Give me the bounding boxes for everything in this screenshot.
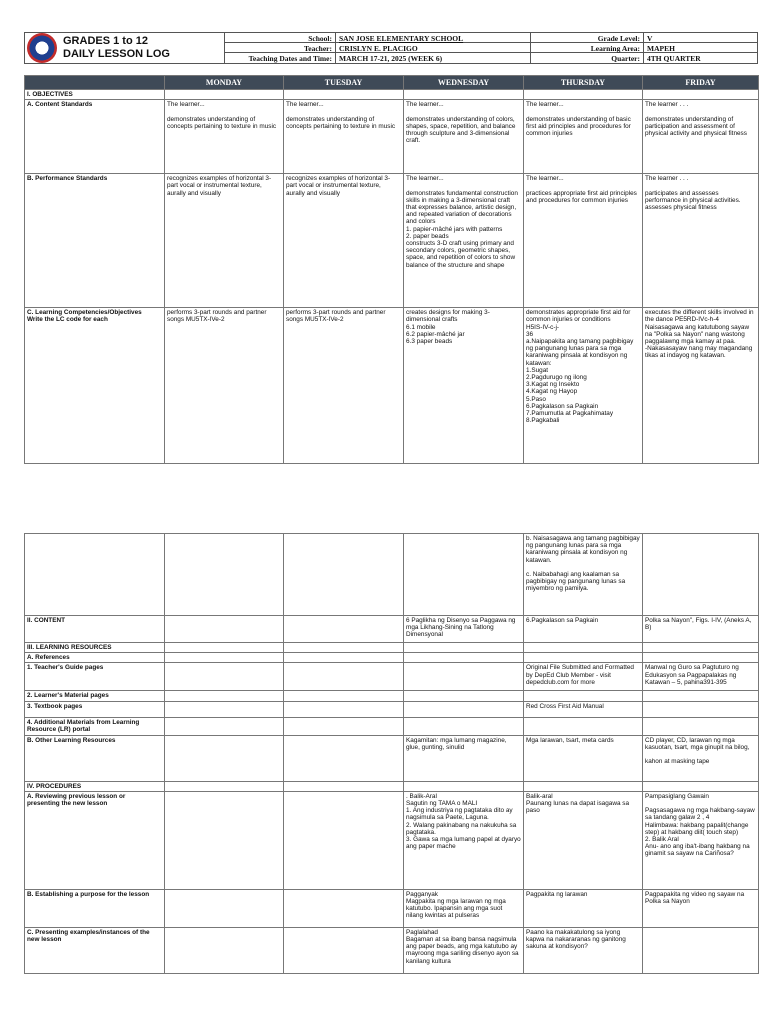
day-header-thursday: THURSDAY [524,76,643,90]
cell-thursday: b. Naisasagawa ang tamang pagbibigay ng pangunang lunas para sa mga karaniwang pinsala at kondisyon ng katawan. c. Naibabahagi ang kaalaman sa pagbibigay ng pangunang lunas sa miyembro ng pamilya. [524,534,643,616]
cell-thursday [524,653,643,663]
cell-friday [643,927,759,973]
cell-thursday: Original File Submitted and Formatted by DepEd Club Member - visit depedclub.com for more [524,663,643,691]
cell-tuesday [284,791,404,889]
grade-value: V [647,34,653,43]
day-header-row [25,76,759,90]
area-value: MAPEH [647,44,675,53]
row-label: C. Learning Competencies/Objectives Write the LC code for each [25,308,165,464]
cell-wednesday [404,90,524,100]
row-label: A. Reviewing previous lesson or presenting the new lesson [25,791,165,889]
row-1-teacher-s-guide-pages [25,663,759,691]
cell-thursday [524,90,643,100]
deped-seal-icon [27,33,57,63]
row-b-other-learning-resources [25,735,759,781]
cell-wednesday [404,691,524,701]
title-line-2: DAILY LESSON LOG [63,48,170,60]
cell-tuesday [284,701,404,717]
row-iv-procedures [25,781,759,791]
cell-thursday: Paano ka makakatulong sa iyong kapwa na nakararanas ng ganitong sakuna at kondisyon? [524,927,643,973]
cell-thursday [524,781,643,791]
row-iii-learning-resources [25,643,759,653]
cell-thursday: The learner... demonstrates understanding of basic first aid principles and procedures for common injuries [524,100,643,174]
header-brand [25,33,225,63]
row-c-presenting-examples-instances-of-the-n [25,927,759,973]
row-b-performance-standards [25,174,759,308]
row-a-references [25,653,759,663]
cell-tuesday [284,653,404,663]
cell-thursday: demonstrates appropriate first aid for common injuries or conditions H5IS-IV-c-j- 36 a.Naipapakita ang tamang pagbibigay ng pangunang lunas para sa mga karaniwang pinsala at kondisyon ng katawan: 1.Sugat 2.Pagdurugo ng ilong 3.Kagat ng Insekto 4.Kagat ng Hayop 5.Paso 6.Pagkalason sa Pagkain 7.Pamumutla at Pagkahimatay 8.Pagkabali [524,308,643,464]
school-label: School: [225,33,336,42]
cell-thursday: Pagpakita ng larawan [524,889,643,927]
cell-monday [165,663,284,691]
row-a-reviewing-previous-lesson-or-presentin [25,791,759,889]
row-label: III. LEARNING RESOURCES [25,643,165,653]
cell-wednesday [404,701,524,717]
cell-friday: The learner . . . demonstrates understanding of participation and assessment of physical activity and physical fitness [643,100,759,174]
cell-tuesday [284,717,404,735]
corner-header-cell [25,76,165,90]
cell-monday: performs 3-part rounds and partner songs MU5TX-IVe-2 [165,308,284,464]
header-info [225,33,757,63]
cell-wednesday: Kagamitan: mga lumang magazine, glue, gunting, sinulid [404,735,524,781]
quarter-label: Quarter: [531,53,644,63]
row-label: B. Performance Standards [25,174,165,308]
cell-tuesday [284,643,404,653]
row-label: II. CONTENT [25,616,165,643]
cell-friday: CD player, CD, larawan ng mga kasuotan, tsart, mga ginupit na bilog, kahon at masking tape [643,735,759,781]
row-i-objectives [25,90,759,100]
cell-friday [643,781,759,791]
lesson-table-page-1 [24,75,759,464]
row-ii-content [25,616,759,643]
teacher-value: CRISLYN E. PLACIGO [339,44,418,53]
cell-wednesday: Paglalahad Bagaman at sa ibang bansa nagsimula ang paper beads, ang mga katutubo ay mayroong mga sariling disenyo ayon sa kanilang kultura [404,927,524,973]
cell-wednesday: 6 Paglikha ng Disenyo sa Paggawa ng mga Likhang-Sining na Tatlong Dimensyonal [404,616,524,643]
cell-tuesday [284,927,404,973]
cell-monday [165,534,284,616]
row-label: A. Content Standards [25,100,165,174]
cell-monday [165,781,284,791]
row-b-establishing-a-purpose-for-the-lesson [25,889,759,927]
cell-monday [165,643,284,653]
row-2-learner-s-material-pages [25,691,759,701]
cell-monday [165,717,284,735]
row-label: I. OBJECTIVES [25,90,165,100]
cell-friday: Polka sa Nayon", Figs. I-IV, (Aneks A, B) [643,616,759,643]
row-a-content-standards [25,100,759,174]
row-label: IV. PROCEDURES [25,781,165,791]
cell-wednesday: The learner... demonstrates understanding of colors, shapes, space, repetition, and balance through sculpture and 3-dimensional craft. [404,100,524,174]
cell-monday [165,735,284,781]
cell-tuesday [284,735,404,781]
dates-label: Teaching Dates and Time: [225,53,336,63]
cell-tuesday [284,663,404,691]
cell-monday [165,927,284,973]
cell-wednesday [404,534,524,616]
cell-tuesday [284,889,404,927]
row-label: B. Other Learning Resources [25,735,165,781]
cell-friday: Manwal ng Guro sa Pagtuturo ng Edukasyon sa Pagpapalakas ng Katawan – 5, pahina391-395 [643,663,759,691]
cell-wednesday: The learner... demonstrates fundamental construction skills in making a 3-dimensional craft that expresses balance, artistic design, and repeated variation of decorations and colors 1. papier-mâché jars with patterns 2. paper beads constructs 3-D craft using primary and secondary colors, geometric shapes, space, and repetition of colors to show balance of the structure and shape [404,174,524,308]
cell-wednesday: creates designs for making 3-dimensional crafts 6.1 mobile 6.2 papier-mâché jar 6.3 paper beads [404,308,524,464]
page-header [24,32,758,64]
day-header-wednesday: WEDNESDAY [404,76,524,90]
cell-friday [643,534,759,616]
cell-thursday: Red Cross First Aid Manual [524,701,643,717]
cell-wednesday: . Balik-Aral Sagutin ng TAMA o MALI 1. Ang industriya ng pagtataka dito ay nagsimula sa Paete, Laguna. 2. Walang pakinabang na nakukuha sa pagtataka. 3. Gawa sa mga lumang papel at dyaryo ang paper mache [404,791,524,889]
cell-thursday [524,691,643,701]
cell-tuesday [284,781,404,791]
cell-tuesday [284,90,404,100]
cell-friday: Pagpapakita ng video ng sayaw na Polka sa Nayon [643,889,759,927]
grade-label: Grade Level: [531,33,644,42]
day-header-friday: FRIDAY [643,76,759,90]
cell-wednesday [404,643,524,653]
cell-monday [165,889,284,927]
row-blank [25,534,759,616]
row-label [25,534,165,616]
cell-tuesday: The learner... demonstrates understanding of concepts pertaining to texture in music [284,100,404,174]
row-4-additional-materials-from-learning-res [25,717,759,735]
cell-wednesday [404,781,524,791]
row-label: 3. Textbook pages [25,701,165,717]
cell-monday [165,701,284,717]
area-label: Learning Area: [531,43,644,52]
day-header-tuesday: TUESDAY [284,76,404,90]
quarter-value: 4TH QUARTER [647,54,701,63]
row-label: 4. Additional Materials from Learning Resource (LR) portal [25,717,165,735]
cell-monday: recognizes examples of horizontal 3-part vocal or instrumental texture, aurally and visually [165,174,284,308]
cell-monday: The learner... demonstrates understanding of concepts pertaining to texture in music [165,100,284,174]
cell-thursday [524,643,643,653]
row-label: C. Presenting examples/instances of the new lesson [25,927,165,973]
cell-thursday: 6.Pagkalason sa Pagkain [524,616,643,643]
cell-thursday [524,717,643,735]
school-value: SAN JOSE ELEMENTARY SCHOOL [339,34,464,43]
row-c-learning-competencies-objectives-write [25,308,759,464]
cell-friday [643,643,759,653]
cell-wednesday [404,663,524,691]
teacher-label: Teacher: [225,43,336,52]
row-label: 1. Teacher's Guide pages [25,663,165,691]
cell-friday [643,653,759,663]
cell-thursday: The learner... practices appropriate first aid principles and procedures for common injuries [524,174,643,308]
cell-friday: executes the different skills involved in the dance PE5RD-IVc-h-4 Naisasagawa ang katutubong sayaw na "Polka sa Nayon" nang wastong paggalawng mga kamay at paa. -Nakasasayaw nang may magandang tikas at indayog ng katawan. [643,308,759,464]
cell-monday [165,691,284,701]
cell-tuesday: performs 3-part rounds and partner songs MU5TX-IVe-2 [284,308,404,464]
cell-friday [643,717,759,735]
row-label: A. References [25,653,165,663]
cell-tuesday [284,691,404,701]
dates-value: MARCH 17-21, 2025 (WEEK 6) [339,54,443,63]
cell-tuesday: recognizes examples of horizontal 3-part vocal or instrumental texture, aurally and visually [284,174,404,308]
lesson-table-page-2 [24,533,759,974]
cell-friday: Pampasiglang Gawain Pagsasagawa ng mga hakbang-sayaw sa tandang galaw 2 , 4 Halimbawa: hakbang papalit(change step) at hakbang diit( touch step) 2. Balik Aral Anu- ano ang iba't-ibang hakbang na ginamit sa sayaw na Cariñosa? [643,791,759,889]
cell-friday [643,701,759,717]
cell-thursday: Mga larawan, tsart, meta cards [524,735,643,781]
cell-tuesday [284,616,404,643]
cell-friday [643,90,759,100]
cell-monday [165,791,284,889]
title-line-1: GRADES 1 to 12 [63,35,148,47]
day-header-monday: MONDAY [165,76,284,90]
cell-monday [165,90,284,100]
cell-wednesday [404,717,524,735]
row-label: B. Establishing a purpose for the lesson [25,889,165,927]
cell-wednesday [404,653,524,663]
row-label: 2. Learner's Material pages [25,691,165,701]
cell-wednesday: Pagganyak Magpakita ng mga larawan ng mga katutubo. Ipapansin ang mga suot nilang kwintas at pulseras [404,889,524,927]
cell-monday [165,616,284,643]
cell-tuesday [284,534,404,616]
cell-friday [643,691,759,701]
cell-friday: The learner . . . participates and assesses performance in physical activities. assesses physical fitness [643,174,759,308]
cell-monday [165,653,284,663]
cell-thursday: Balik-aral Paunang lunas na dapat isagawa sa paso [524,791,643,889]
row-3-textbook-pages [25,701,759,717]
